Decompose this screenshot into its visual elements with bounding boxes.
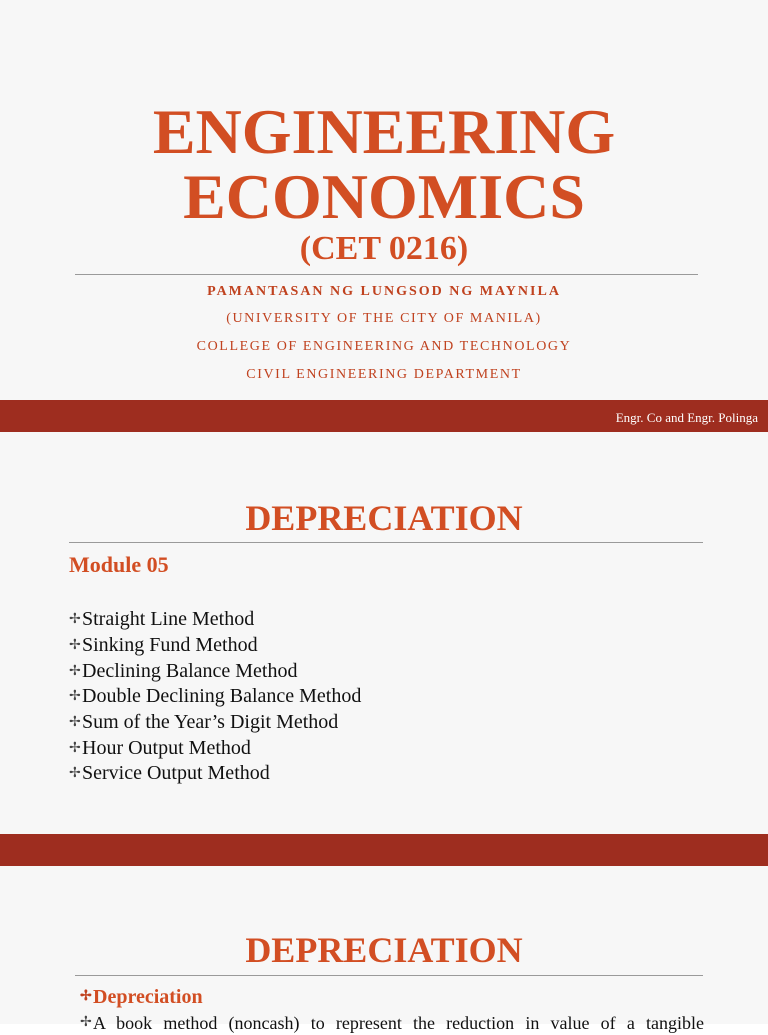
title-divider [75, 274, 698, 275]
list-item: ✢ Straight Line Method [69, 608, 255, 631]
fleur-bullet-icon: ✢ [69, 740, 81, 756]
definition-text: ✢ A book method (noncash) to represent the reduction in value of a tangible [80, 1013, 704, 1033]
slide3-divider [75, 975, 703, 976]
title-slide [0, 0, 768, 432]
list-item: ✢ Hour Output Method [69, 736, 251, 759]
list-item: ✢ Sum of the Year’s Digit Method [69, 711, 339, 734]
college-name: COLLEGE OF ENGINEERING AND TECHNOLOGY [196, 339, 572, 354]
fleur-bullet-icon: ✢ [80, 1015, 92, 1030]
fleur-bullet-icon: ✢ [80, 989, 92, 1004]
fleur-bullet-icon: ✢ [69, 638, 81, 654]
depreciation-subheading: ✢ Depreciation [80, 986, 203, 1008]
module-label: Module 05 [69, 552, 169, 577]
university-english-name: (UNIVERSITY OF THE CITY OF MANILA) [226, 311, 542, 326]
department-name: CIVIL ENGINEERING DEPARTMENT [246, 367, 522, 382]
slide2-footer-band [0, 834, 768, 866]
fleur-bullet-icon: ✢ [69, 612, 81, 628]
fleur-bullet-icon: ✢ [69, 766, 81, 782]
fleur-bullet-icon: ✢ [69, 663, 81, 679]
slide2-divider [69, 542, 703, 543]
list-item: ✢ Declining Balance Method [69, 659, 298, 682]
course-code: (CET 0216) [299, 230, 469, 267]
title-line-2: ECONOMICS [183, 161, 585, 232]
list-item: ✢ Sinking Fund Method [69, 634, 258, 657]
list-item: ✢ Service Output Method [69, 762, 270, 785]
title-line-1: ENGINEERING [152, 96, 616, 167]
fleur-bullet-icon: ✢ [69, 689, 81, 705]
slide3-title: DEPRECIATION [245, 930, 523, 970]
fleur-bullet-icon: ✢ [69, 715, 81, 731]
footer-authors: Engr. Co and Engr. Polinga [615, 410, 758, 425]
university-name: PAMANTASAN NG LUNGSOD NG MAYNILA [207, 284, 561, 299]
methods-list [69, 607, 361, 787]
slide2-title: DEPRECIATION [245, 498, 523, 538]
list-item: ✢ Double Declining Balance Method [69, 685, 362, 708]
